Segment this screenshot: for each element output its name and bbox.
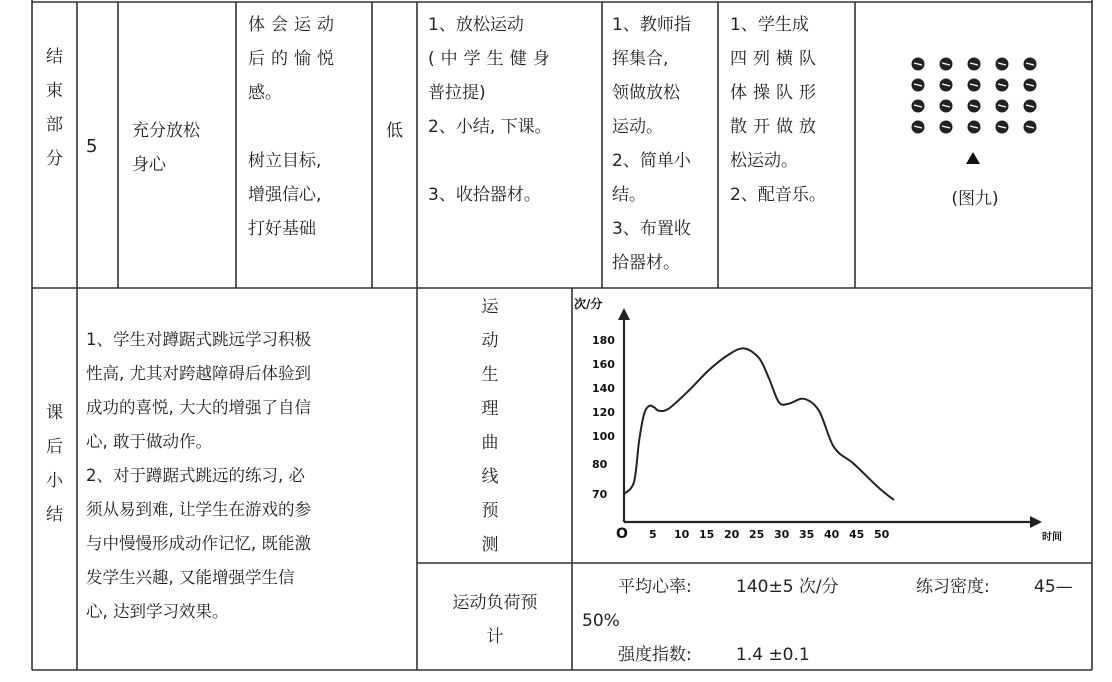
teacher-line: 3、布置收 [612, 219, 691, 239]
teacher-line: 1、教师指 [612, 15, 691, 35]
intensity-index-label: 强度指数: [618, 645, 692, 665]
y-tick-label: 80 [592, 458, 608, 471]
origin-label: O [616, 526, 628, 542]
section-char: 分 [46, 149, 63, 169]
teacher-line: 运动。 [612, 117, 663, 137]
section-label-ending [32, 40, 77, 176]
x-tick-label: 5 [649, 528, 657, 541]
intensity-index-value: 1.4 ±0.1 [736, 645, 810, 665]
formation-diagram [900, 50, 1050, 170]
section-label-summary [32, 396, 77, 532]
density-value-a: 45— [1034, 577, 1073, 597]
aims-line: 体会运动 [248, 15, 340, 35]
content-line [428, 144, 592, 178]
y-axis-label: 次/分 [574, 297, 603, 311]
x-tick-label: 50 [874, 528, 890, 541]
y-tick-label: 180 [592, 334, 615, 347]
aims-line: 增强信心, [248, 185, 322, 205]
density-value-b: 50% [582, 611, 620, 631]
heart-rate-series-line [624, 348, 894, 500]
aims-line: 后的愉悦 [248, 49, 340, 69]
x-tick-label: 10 [674, 528, 690, 541]
aims-line: 感。 [248, 83, 282, 103]
y-tick-label: 100 [592, 430, 615, 443]
student-text [722, 8, 854, 212]
teacher-triangle-icon [966, 152, 980, 164]
section-char: 课 [46, 403, 63, 423]
summary-line: 发学生兴趣, 又能增强学生信 [86, 568, 295, 587]
summary-line: 成功的喜悦, 大大的增强了自信 [86, 398, 311, 417]
summary-text [86, 323, 416, 629]
student-line: 体操队形 [730, 83, 822, 103]
curve-label-char: 运 [481, 297, 499, 317]
y-tick-label: 140 [592, 382, 615, 395]
student-line: 散开做放 [730, 117, 822, 137]
student-line: 四列横队 [730, 49, 822, 69]
x-tick-label: 15 [699, 528, 715, 541]
y-axis-arrow-icon [618, 308, 630, 320]
teacher-text [604, 8, 716, 280]
section-char: 结 [46, 505, 63, 525]
content-line: 普拉提) [428, 83, 486, 103]
section-char: 后 [46, 437, 63, 457]
curve-label-char: 测 [481, 535, 499, 555]
teacher-line: 拾器材。 [612, 253, 680, 273]
curve-label-char: 理 [481, 399, 499, 419]
goal-text [124, 114, 234, 182]
goal-line: 充分放松 [132, 121, 200, 141]
summary-line: 1、学生对蹲踞式跳远学习积极 [86, 330, 311, 349]
content-line: (中学生健身 [428, 49, 556, 69]
student-line: 1、学生成 [730, 15, 809, 35]
content-line: 2、小结, 下课。 [428, 117, 552, 137]
section-char: 束 [46, 81, 63, 101]
x-axis-label: 时间 [1042, 532, 1062, 543]
y-tick-label: 160 [592, 358, 615, 371]
minutes: 5 [86, 136, 98, 157]
x-tick-label: 40 [824, 528, 840, 541]
x-tick-label: 25 [749, 528, 765, 541]
summary-line: 2、对于蹲踞式跳远的练习, 必 [86, 466, 305, 485]
teacher-line: 2、简单小 [612, 151, 691, 171]
goal-line: 身心 [132, 155, 166, 175]
y-tick-label: 120 [592, 406, 615, 419]
curve-label-char: 曲 [481, 433, 499, 453]
aims-line [248, 110, 362, 144]
x-tick-label: 35 [799, 528, 815, 541]
heart-rate-chart [572, 288, 1092, 563]
section-char: 小 [46, 471, 63, 491]
summary-line: 与中慢慢形成动作记忆, 既能激 [86, 534, 311, 553]
avg-hr-label: 平均心率: [618, 577, 692, 597]
load-label [420, 586, 570, 654]
section-char: 结 [46, 47, 63, 67]
content-line: 1、放松运动 [428, 15, 524, 35]
x-axis-arrow-icon [1030, 516, 1042, 528]
content-text [420, 8, 600, 212]
curve-label-char: 生 [481, 365, 499, 385]
summary-line: 性高, 尤其对跨越障碍后体验到 [86, 364, 311, 383]
aims-text [240, 8, 370, 246]
load-label-line: 计 [486, 627, 504, 647]
curve-label-char: 动 [481, 331, 499, 351]
content-line: 3、收拾器材。 [428, 185, 541, 205]
density-label: 练习密度: [916, 577, 990, 597]
load-label-line: 运动负荷预 [452, 593, 538, 613]
section-char: 部 [46, 115, 63, 135]
student-line: 松运动。 [730, 151, 798, 171]
curve-label-char: 预 [481, 501, 499, 521]
x-tick-label: 20 [724, 528, 740, 541]
x-tick-label: 30 [774, 528, 790, 541]
figure-caption: (图九) [951, 189, 999, 209]
teacher-line: 结。 [612, 185, 646, 205]
summary-line: 心, 敢于做动作。 [86, 432, 212, 451]
x-tick-label: 45 [849, 528, 865, 541]
intensity-level: 低 [386, 121, 403, 141]
curve-label-char: 线 [481, 467, 499, 487]
summary-line: 须从易到难, 让学生在游戏的参 [86, 500, 311, 519]
curve-label [470, 290, 510, 562]
y-tick-label: 70 [592, 488, 608, 501]
avg-hr-value: 140±5 次/分 [736, 577, 839, 597]
aims-line: 树立目标, [248, 151, 322, 171]
aims-line: 打好基础 [248, 219, 316, 239]
teacher-line: 领做放松 [612, 83, 680, 103]
summary-line: 心, 达到学习效果。 [86, 602, 229, 621]
student-line: 2、配音乐。 [730, 185, 826, 205]
teacher-line: 挥集合, [612, 49, 669, 69]
